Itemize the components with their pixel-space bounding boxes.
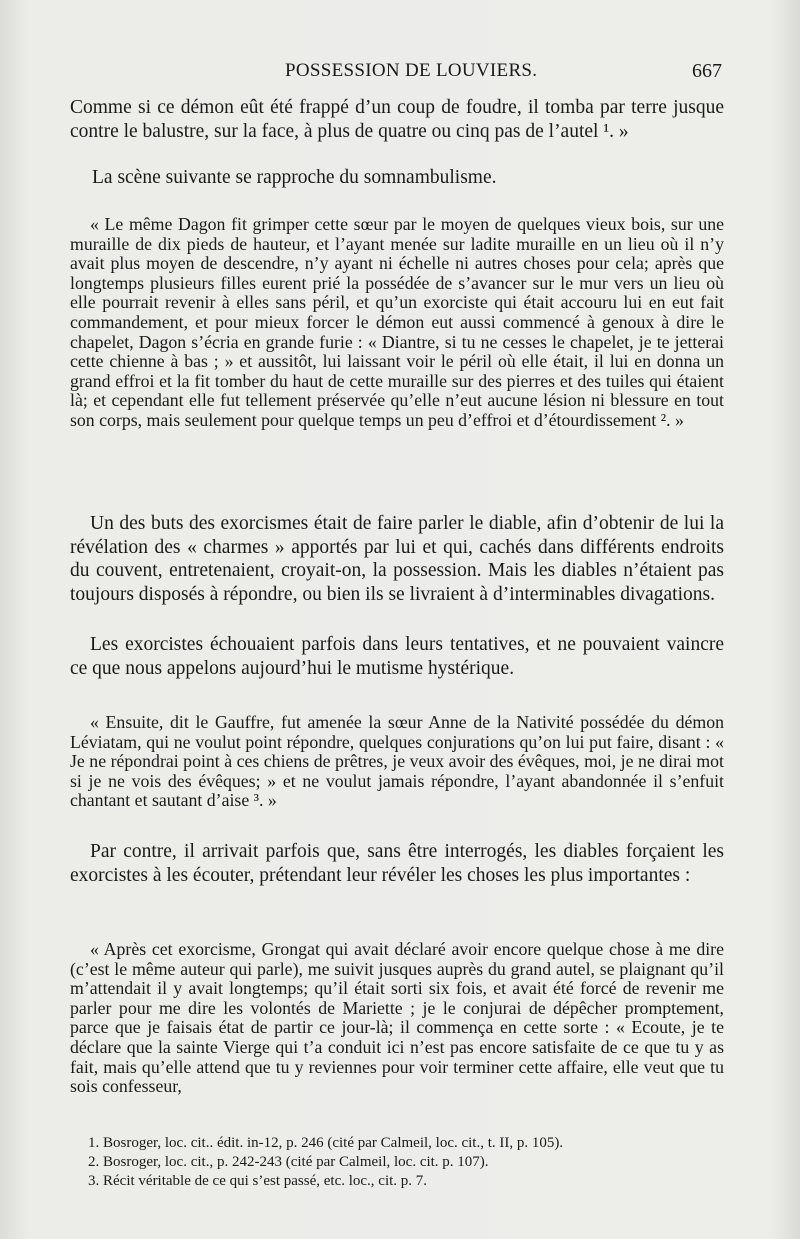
- paragraph: Un des buts des exorcismes était de faire parler le diable, afin d’obtenir de lui la révélation des « charmes » apportés par lui et qui, cachés dans différents endroits du couvent, entretenaient, croyait-on, la possession. Mais les diables n’étaient pas toujours disposés à répondre, ou bien ils se livraient à d’interminables divagations.: [70, 513, 724, 605]
- footnote-3: 3. Récit véritable de ce qui s’est passé, etc. loc., cit. p. 7.: [88, 1173, 428, 1189]
- quotation-dagon: [70, 215, 724, 431]
- page-number: 667: [692, 60, 722, 82]
- paragraph-devils-forcing: [70, 840, 724, 887]
- quotation-leviatam: [70, 713, 724, 811]
- quotation-paragraph: « Après cet exorcisme, Grongat qui avait déclaré avoir encore quelque chose à me dire (c’est le même auteur qui parle), me suivit jusques auprès du grand autel, se plaignant qu’il m’attendait il y avait longtemps; qu’il était sorti six fois, et avait été forcé de revenir me parler pour me dire les volontés de Mariette ; je le conjurai de dépêcher promptement, parce que je faisais état de partir ce jour-là; il commença en cette sorte : « Ecoute, je te déclare que la sainte Vierge qui t’a conduit ici n’est pas encore satisfaite de ce que tu y as fait, mais qu’elle attend que tu y reviennes pour voir terminer cette affaire, elle veut que tu sois confesseur,: [70, 939, 724, 1097]
- quotation-paragraph: « Le même Dagon fit grimper cette sœur par le moyen de quelques vieux bois, sur une muraille de dix pieds de hauteur, et l’ayant menée sur ladite muraille en un lieu où il n’y avait plus moyen de descendre, n’y ayant ni échelle ni autres choses pour cela; après que longtemps plusieurs filles eurent prié la possédée de s’avancer sur le mur vers un lieu où elle pourrait revenir à elles sans péril, et qu’un exorciste qui était accouru lui en eut fait commandement, et pour mieux forcer le démon eut aussi commencé à genoux à dire le chapelet, Dagon s’écria en grande furie : « Diantre, si tu ne cesses le chapelet, je te jetterai cette chienne à bas ; » et aussitôt, lui laissant voir le péril où elle était, il lui en donna un grand effroi et la fit tomber du haut de cette muraille sur des pierres et des tuiles qui étaient là; et cependant elle fut tellement préservée qu’elle n’eut aucune lésion ni blessure en tout son corps, mais seulement pour quelque temps un peu d’effroi et d’étourdissement ². »: [70, 214, 724, 430]
- footnote-2: 2. Bosroger, loc. cit., p. 242-243 (cité par Calmeil, loc. cit. p. 107).: [88, 1154, 489, 1170]
- paragraph-exorcism-goals: [70, 512, 724, 606]
- footnotes: [88, 1134, 708, 1191]
- quotation-grongat: [70, 940, 724, 1097]
- paragraph: Les exorcistes échouaient parfois dans leurs tentatives, et ne pouvaient vaincre ce que nous appelons aujourd’hui le mutisme hystérique.: [70, 634, 724, 679]
- paragraph-continuation: [70, 96, 724, 143]
- paragraph: La scène suivante se rapproche du somnambulisme.: [92, 167, 497, 188]
- paragraph: Comme si ce démon eût été frappé d’un coup de foudre, il tomba par terre jusque contre le balustre, sur la face, à plus de quatre ou cinq pas de l’autel ¹. »: [70, 97, 724, 142]
- paragraph-hysterical-mutism: [70, 633, 724, 680]
- quotation-paragraph: « Ensuite, dit le Gauffre, fut amenée la sœur Anne de la Nativité possédée du démon Léviatam, qui ne voulut point répondre, quelques conjurations qu’on lui put faire, disant : « Je ne répondrai point à ces chiens de prêtres, je veux avoir des évêques, moi, je ne dirai mot si je ne vois des évêques; » et ne voulut jamais répondre, l’ayant abandonnée il s’enfuit chantant et sautant d’aise ³. »: [70, 712, 724, 811]
- paragraph: Par contre, il arrivait parfois que, sans être interrogés, les diables forçaient les exorcistes à les écouter, prétendant leur révéler les choses les plus importantes :: [70, 841, 724, 886]
- footnote-1: 1. Bosroger, loc. cit.. édit. in-12, p. 246 (cité par Calmeil, loc. cit., t. II, p. 105).: [88, 1135, 564, 1151]
- running-title: POSSESSION DE LOUVIERS.: [285, 60, 538, 81]
- paragraph-intro-somnambulism: [92, 166, 746, 190]
- page-header: [0, 60, 800, 84]
